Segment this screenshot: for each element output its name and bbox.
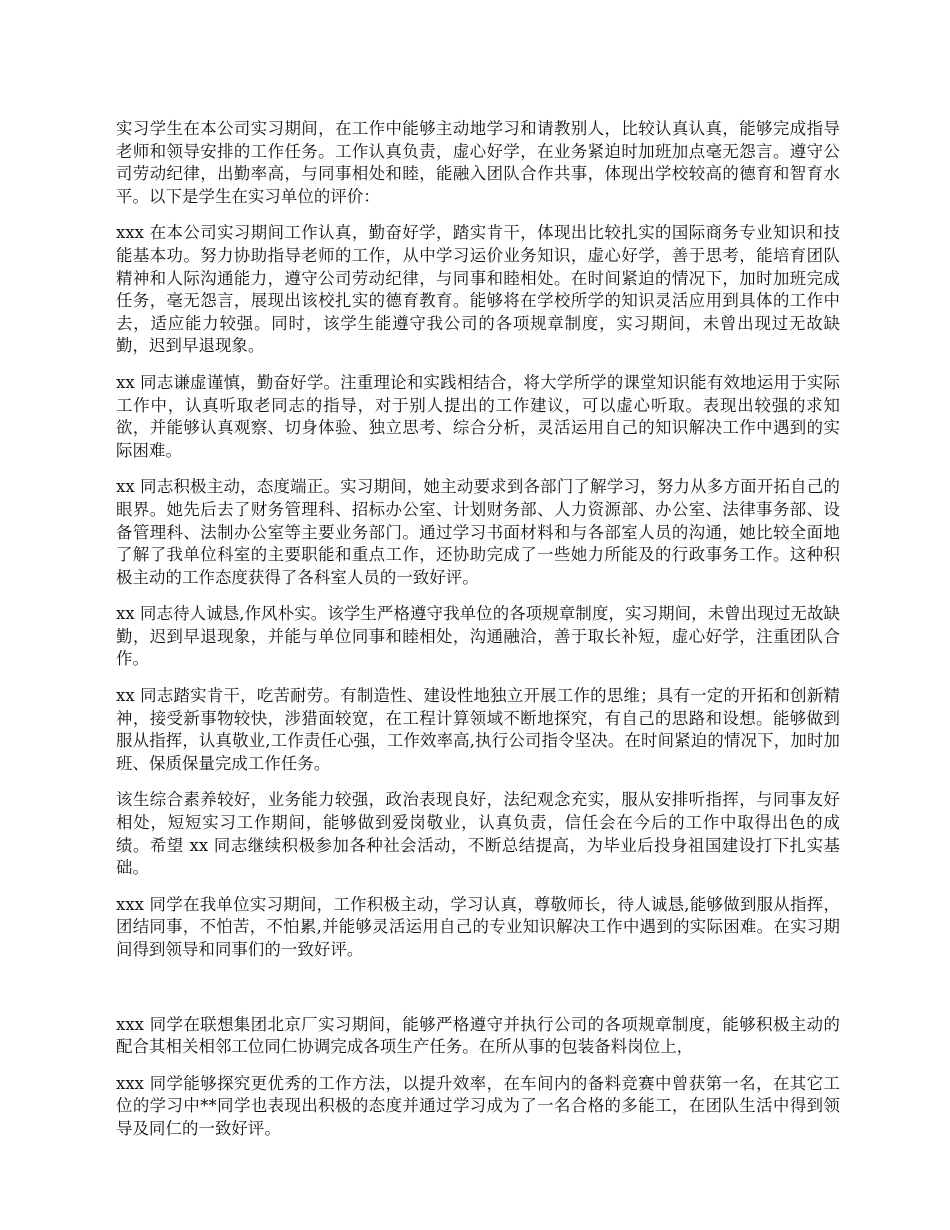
paragraph-evaluation-1: xxx 在本公司实习期间工作认真，勤奋好学，踏实肯干，体现出比较扎实的国际商务专业知识和技能基本功。努力协助指导老师的工作，从中学习运价业务知识，虚心好学，善于思考，能培育团队精神和人际沟通能力，遵守公司劳动纪律，与同事和睦相处。在时间紧迫的情况下，加时加班完成任务，毫无怨言，展现出该校扎实的德育教育。能够将在学校所学的知识灵活应用到具体的工作中去，适应能力较强。同时，该学生能遵守我公司的各项规章制度，实习期间，未曾出现过无故缺勤，迟到早退现象。 — [116, 223, 840, 356]
paragraph-evaluation-9: xxx 同学能够探究更优秀的工作方法，以提升效率，在车间内的备料竞赛中曾获第一名，在其它工位的学习中**同学也表现出积极的态度并通过学习成为了一名合格的多能工，在团队生活中得到领导及同仁的一致好评。 — [116, 1073, 840, 1138]
paragraph-intro: 实习学生在本公司实习期间，在工作中能够主动地学习和请教别人，比较认真认真，能够完成指导老师和领导安排的工作任务。工作认真负责，虚心好学，在业务紧迫时加班加点毫无怨言。遵守公司劳动纪律，出勤率高，与同事相处和睦，能融入团队合作共事，体现出学校较高的德育和智育水平。以下是学生在实习单位的评价： — [116, 119, 840, 206]
paragraph-evaluation-3: xx 同志积极主动，态度端正。实习期间，她主动要求到各部门了解学习，努力从多方面开拓自己的眼界。她先后去了财务管理科、招标办公室、计划财务部、人力资源部、办公室、法律事务部、设备管理科、法制办公室等主要业务部门。通过学习书面材料和与各部室人员的沟通，她比较全面地了解了我单位科室的主要职能和重点工作，还协助完成了一些她力所能及的行政事务工作。这种积极主动的工作态度获得了各科室人员的一致好评。 — [116, 477, 840, 587]
paragraph-evaluation-2: xx 同志谦虚谨慎，勤奋好学。注重理论和实践相结合，将大学所学的课堂知识能有效地运用于实际工作中，认真听取老同志的指导，对于别人提出的工作建议，可以虚心听取。表现出较强的求知欲，并能够认真观察、切身体验、独立思考、综合分析，灵活运用自己的知识解决工作中遇到的实际困难。 — [116, 372, 840, 460]
section-gap — [116, 976, 840, 1014]
paragraph-evaluation-6: 该生综合素养较好，业务能力较强，政治表现良好，法纪观念充实，服从安排听指挥，与同事友好相处，短短实习工作期间，能够做到爱岗敬业，认真负责，信任会在今后的工作中取得出色的成绩。希望 xx 同志继续积极参加各种社会活动，不断总结提高，为毕业后投身祖国建设打下扎实基础。 — [116, 790, 840, 878]
paragraph-evaluation-7: xxx 同学在我单位实习期间，工作积极主动，学习认真，尊敬师长，待人诚恳,能够做到服从指挥，团结同事，不怕苦，不怕累,并能够灵活运用自己的专业知识解决工作中遇到的实际困难。在实习期间得到领导和同事们的一致好评。 — [116, 894, 840, 959]
paragraph-evaluation-5: xx 同志踏实肯干，吃苦耐劳。有制造性、建设性地独立开展工作的思维；具有一定的开拓和创新精神，接受新事物较快，涉猎面较宽，在工程计算领域不断地探究，有自己的思路和设想。能够做到服从指挥，认真敬业,工作责任心强，工作效率高,执行公司指令坚决。在时间紧迫的情况下，加时加班、保质保量完成工作任务。 — [116, 686, 840, 773]
paragraph-evaluation-8: xxx 同学在联想集团北京厂实习期间，能够严格遵守并执行公司的各项规章制度，能够积极主动的配合其相关相邻工位同仁协调完成各项生产任务。在所从事的包装备料岗位上， — [116, 1014, 840, 1057]
paragraph-evaluation-4: xx 同志待人诚恳,作风朴实。该学生严格遵守我单位的各项规章制度，实习期间，未曾出现过无故缺勤，迟到早退现象，并能与单位同事和睦相处，沟通融洽，善于取长补短，虚心好学，注重团队合作。 — [116, 604, 840, 669]
document-body — [116, 118, 840, 1155]
